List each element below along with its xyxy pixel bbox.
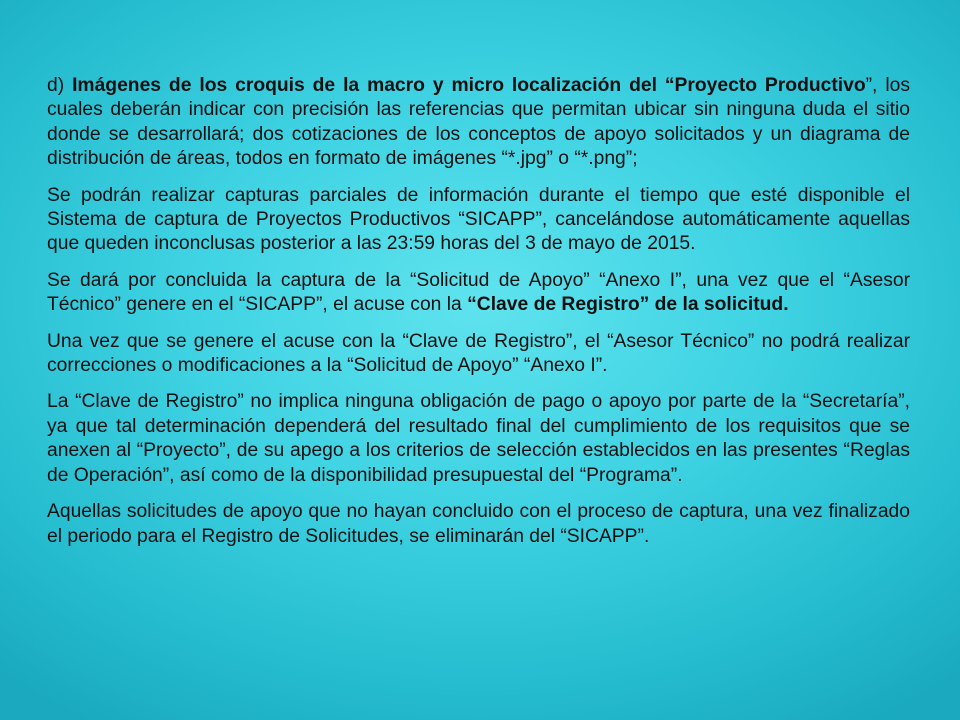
text-segment: Aquellas solicitudes de apoyo que no hayan concluido con el proceso de captura, una vez finalizado el periodo para el Registro de Solicitudes, se eliminarán del “SICAPP”. [47, 501, 910, 547]
text-segment: Se dará por concluida la captura de la “Solicitud de Apoyo” “Anexo I”, una vez que el “Asesor Técnico” genere en el “SICAPP”, el acuse con la [47, 269, 910, 316]
paragraph-croquis-images [47, 74, 910, 172]
text-segment: Se podrán realizar capturas parciales de información durante el tiempo que esté disponible el Sistema de captura de Proyectos Productivos “SICAPP”, cancelándose automáticamente aquellas que queden inconclusas posterior a las 23:59 horas del 3 de mayo de 2015. [47, 184, 910, 255]
paragraph-no-corrections [47, 330, 910, 379]
paragraph-no-obligation [47, 390, 910, 488]
text-segment-bold: “Clave de Registro” de la solicitud. [467, 294, 789, 316]
paragraph-deleted-requests [47, 500, 910, 549]
text-segment: d) [47, 75, 73, 96]
paragraph-partial-captures [47, 184, 910, 257]
slide-text-body [47, 74, 910, 561]
text-segment: Una vez que se genere el acuse con la “Clave de Registro”, el “Asesor Técnico” no podrá realizar correcciones o modificaciones a la “Solicitud de Apoyo” “Anexo I”. [47, 330, 910, 377]
text-segment: ”, los cuales deberán indicar con precisión las referencias que permitan ubicar sin ninguna duda el sitio donde se desarrollará; dos cotizaciones de los conceptos de apoyo solicitados y un diagrama de distribución de áreas, todos en formato de imágenes “*.jpg” o “*.png”; [47, 75, 910, 170]
paragraph-capture-concluded [47, 269, 910, 318]
text-segment-bold: Imágenes de los croquis de la macro y micro localización del “Proyecto Productivo [72, 75, 866, 96]
text-segment: La “Clave de Registro” no implica ninguna obligación de pago o apoyo por parte de la “Secretaría”, ya que tal determinación dependerá del resultado final del cumplimiento de los requisitos que se anexen al “Proyecto”, de su apego a los criterios de selección establecidos en las presentes “Reglas de Operación”, así como de la disponibilidad presupuestal del “Programa”. [47, 391, 910, 486]
